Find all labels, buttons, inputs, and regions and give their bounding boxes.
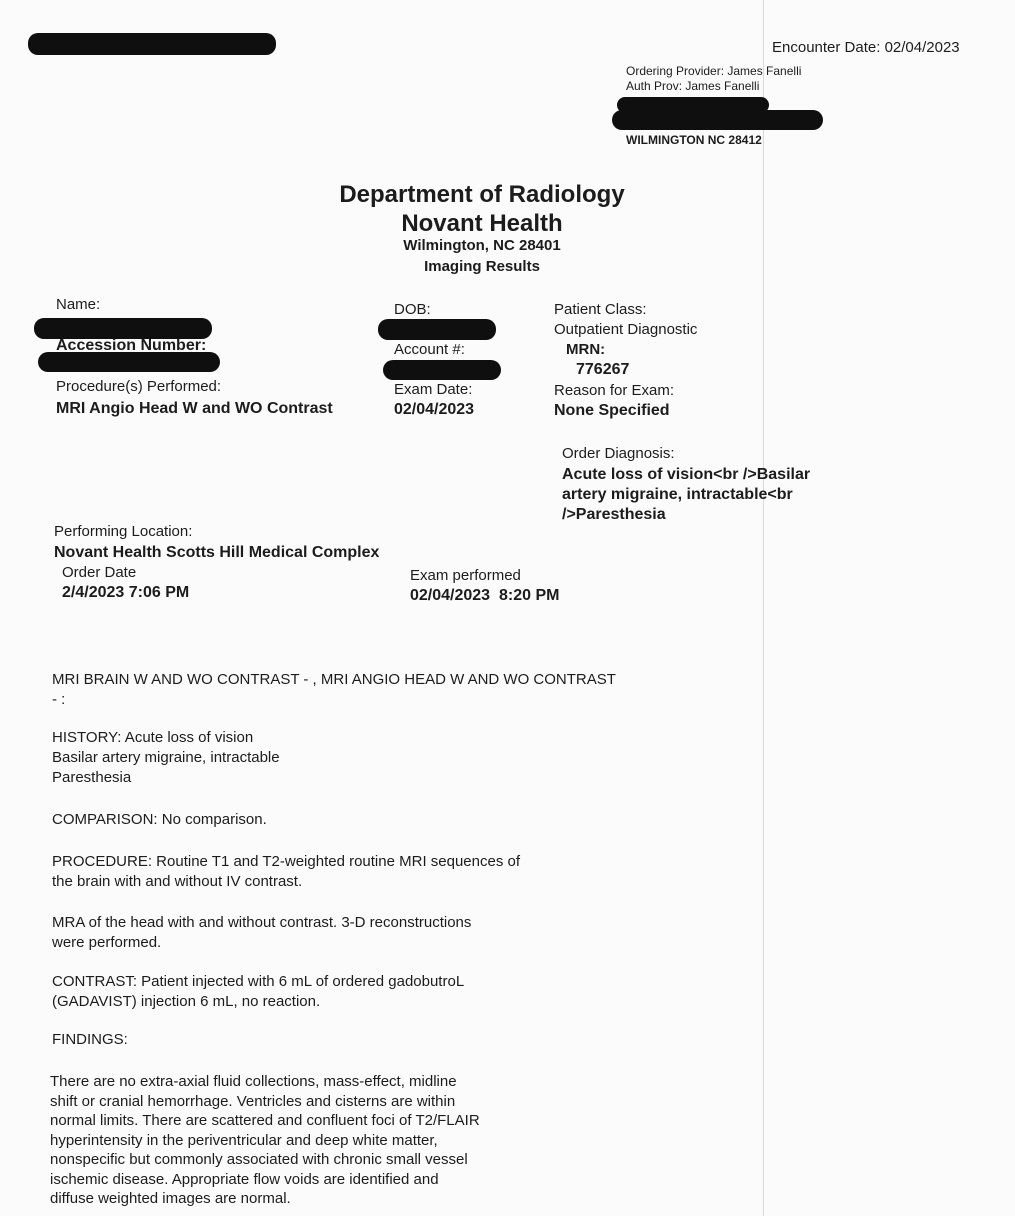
- redaction-header-left: [28, 33, 276, 55]
- performing-location-value: Novant Health Scotts Hill Medical Complex: [54, 544, 380, 561]
- patient-class-value: Outpatient Diagnostic: [554, 321, 698, 338]
- redaction-accession-number: [38, 352, 220, 372]
- account-label: Account #:: [394, 341, 465, 358]
- auth-provider: Auth Prov: James Fanelli: [626, 79, 760, 93]
- exam-performed-label: Exam performed: [410, 567, 521, 584]
- mrn-label: MRN:: [566, 341, 606, 358]
- findings-line: hyperintensity in the periventricular and deep white matter,: [50, 1131, 438, 1149]
- imaging-results-title: Imaging Results: [424, 258, 540, 275]
- order-diagnosis-line: artery migraine, intractable<br: [562, 486, 793, 503]
- provider-city: WILMINGTON NC 28412: [626, 133, 762, 147]
- encounter-date: Encounter Date: 02/04/2023: [772, 39, 960, 56]
- procedure-value: MRI Angio Head W and WO Contrast: [56, 400, 333, 417]
- dob-label: DOB:: [394, 301, 431, 318]
- order-date-label: Order Date: [62, 564, 137, 581]
- patient-class-label: Patient Class:: [554, 301, 647, 318]
- reason-label: Reason for Exam:: [554, 382, 675, 399]
- mra-line: were performed.: [52, 934, 162, 951]
- mra-line: MRA of the head with and without contrast. 3-D reconstructions: [52, 914, 472, 931]
- procedures-label: Procedure(s) Performed:: [56, 378, 222, 395]
- history-line: Paresthesia: [52, 769, 132, 786]
- contrast-line: CONTRAST: Patient injected with 6 mL of ordered gadobutroL: [52, 973, 465, 990]
- procedure-line: the brain with and without IV contrast.: [52, 873, 303, 890]
- exam-date-label: Exam Date:: [394, 381, 473, 398]
- findings-section: [50, 1072, 670, 1209]
- org-title: Novant Health: [401, 210, 563, 237]
- contrast-section: [52, 972, 672, 1012]
- redaction-dob: [378, 319, 496, 340]
- ordering-provider: Ordering Provider: James Fanelli: [626, 64, 802, 78]
- page-fold-line: [763, 0, 764, 1216]
- redaction-account-number: [383, 360, 501, 380]
- order-diagnosis-line: />Paresthesia: [562, 506, 666, 523]
- procedure-section: [52, 852, 672, 892]
- exam-date-value: 02/04/2023: [394, 401, 475, 418]
- findings-line: diffuse weighted images are normal.: [50, 1190, 291, 1207]
- findings-label: FINDINGS:: [52, 1031, 128, 1048]
- procedure-line: PROCEDURE: Routine T1 and T2-weighted routine MRI sequences of: [52, 853, 521, 870]
- findings-line: normal limits. There are scattered and confluent foci of T2/FLAIR: [50, 1112, 480, 1129]
- order-date-value: 2/4/2023 7:06 PM: [62, 584, 190, 601]
- mrn-value: 776267: [576, 361, 630, 378]
- redaction-provider-address-2: [612, 110, 823, 130]
- history-line: HISTORY: Acute loss of vision: [52, 729, 254, 746]
- reason-value: None Specified: [554, 402, 670, 419]
- history-section: [52, 728, 652, 788]
- department-title: Department of Radiology: [339, 181, 625, 208]
- order-diagnosis-label: Order Diagnosis:: [562, 445, 675, 462]
- comparison-section: COMPARISON: No comparison.: [52, 811, 267, 828]
- history-line: Basilar artery migraine, intractable: [52, 749, 280, 766]
- name-label: Name:: [56, 296, 101, 313]
- exam-performed-value: 02/04/2023 8:20 PM: [410, 587, 560, 604]
- findings-line: shift or cranial hemorrhage. Ventricles and cisterns are within: [50, 1092, 456, 1110]
- findings-line: There are no extra-axial fluid collections, mass-effect, midline: [50, 1073, 457, 1090]
- exam-title: [52, 670, 752, 710]
- redaction-patient-name: [34, 318, 212, 339]
- accession-label: Accession Number:: [56, 337, 207, 354]
- exam-title-line: - :: [52, 691, 66, 708]
- findings-line: nonspecific but commonly associated with chronic small vessel: [50, 1151, 468, 1168]
- performing-location-label: Performing Location:: [54, 523, 193, 540]
- order-diagnosis-line: Acute loss of vision<br />Basilar: [562, 466, 811, 483]
- contrast-line: (GADAVIST) injection 6 mL, no reaction.: [52, 993, 321, 1010]
- exam-title-line: MRI BRAIN W AND WO CONTRAST - , MRI ANGIO HEAD W AND WO CONTRAST: [52, 671, 616, 688]
- mra-section: [52, 913, 672, 953]
- findings-line: ischemic disease. Appropriate flow voids are identified and: [50, 1170, 439, 1188]
- org-location: Wilmington, NC 28401: [403, 237, 561, 254]
